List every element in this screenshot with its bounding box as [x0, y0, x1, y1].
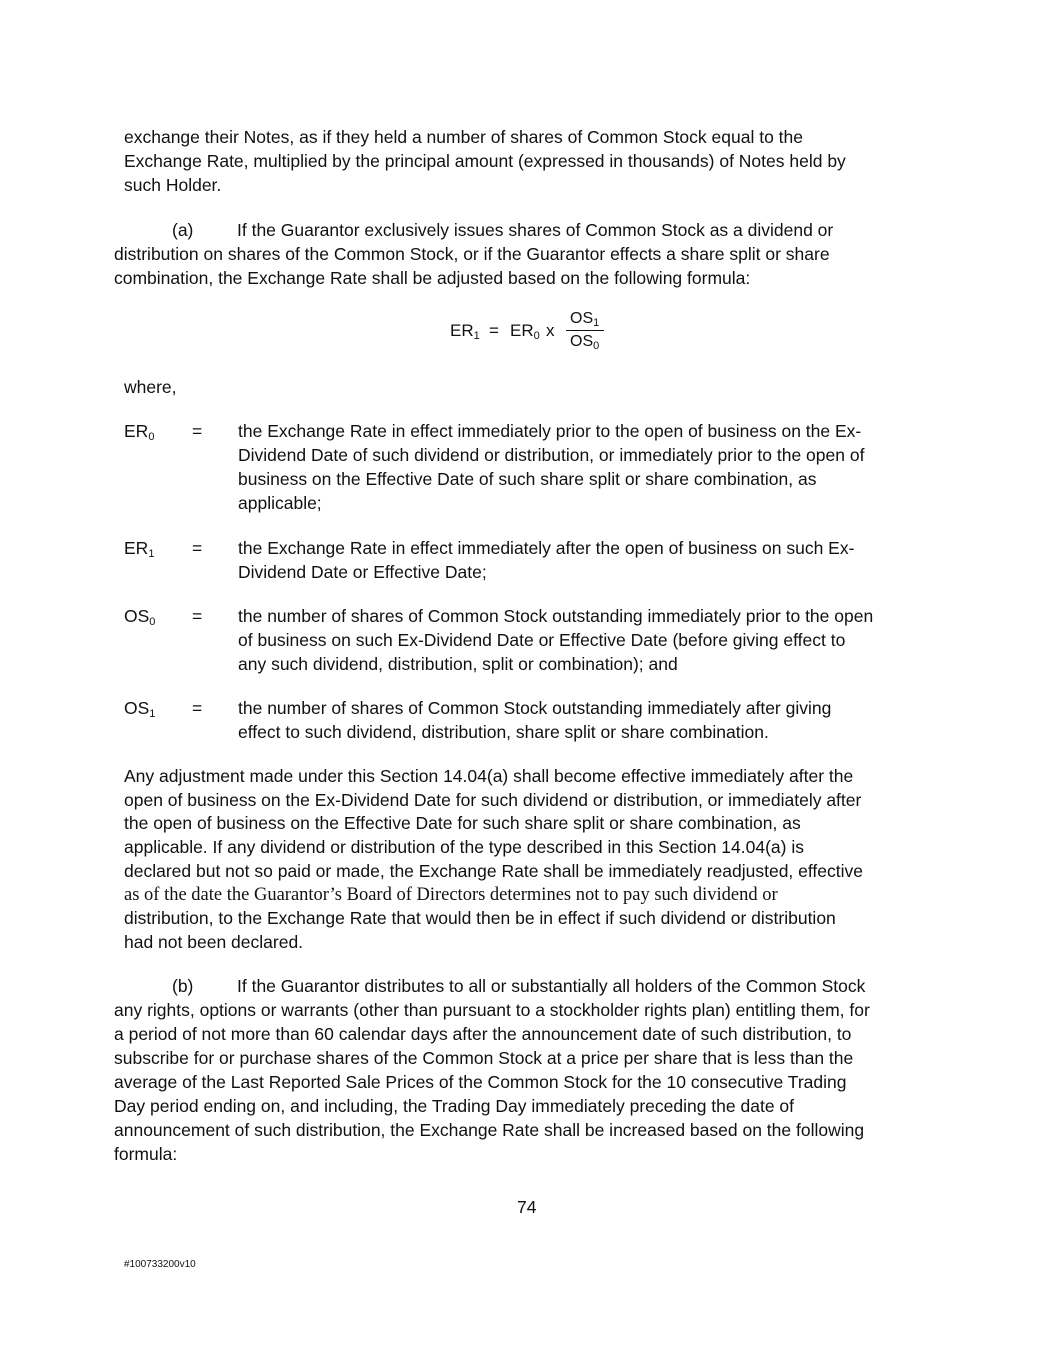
definition-line: the Exchange Rate in effect immediately prior to the open of business on the Ex-: [238, 421, 862, 441]
formula-denominator: $OS_0$: [570, 333, 600, 352]
definition-line: the number of shares of Common Stock outstanding immediately prior to the open: [238, 606, 874, 626]
adjustment-line: declared but not so paid or made, the Exchange Rate shall be immediately readjusted, effective: [124, 861, 864, 881]
definition-line: business on the Effective Date of such share split or share combination, as: [238, 469, 817, 489]
paragraph-b-line: a period of not more than 60 calendar days after the announcement date of such distribution, to: [114, 1024, 852, 1044]
intro-line: Exchange Rate, multiplied by the principal amount (expressed in thousands) of Notes held by: [124, 151, 846, 171]
adjustment-line: had not been declared.: [124, 932, 304, 952]
formula-rhs: $ER_0$: [510, 321, 540, 342]
definition-term: $ER_1$: [124, 538, 155, 560]
paragraph-b-line: subscribe for or purchase shares of the Common Stock at a price per share that is less than the: [114, 1048, 854, 1068]
adjustment-line: Any adjustment made under this Section 14.04(a) shall become effective immediately after the: [124, 766, 854, 786]
definition-line: any such dividend, distribution, split or combination); and: [238, 654, 678, 674]
paragraph-b-line: announcement of such distribution, the Exchange Rate shall be increased based on the following: [114, 1120, 865, 1140]
intro-line: such Holder.: [124, 175, 222, 195]
where-label: where,: [124, 377, 177, 397]
definition-term: $ER_0$: [124, 421, 155, 443]
formula-times: x: [546, 321, 555, 340]
definition-term: $OS_0$: [124, 606, 156, 628]
definition-equals: =: [192, 698, 203, 718]
paragraph-b-line: average of the Last Reported Sale Prices of the Common Stock for the 10 consecutive Trading: [114, 1072, 847, 1092]
paragraph-b-line: If the Guarantor distributes to all or substantially all holders of the Common Stock: [237, 976, 866, 996]
definition-line: effect to such dividend, distribution, share split or share combination.: [238, 722, 769, 742]
definition-line: of business on such Ex-Dividend Date or Effective Date (before giving effect to: [238, 630, 846, 650]
paragraph-a-line: distribution on shares of the Common Stock, or if the Guarantor effects a share split or share: [114, 244, 830, 264]
paragraph-b-line: formula:: [114, 1144, 178, 1164]
paragraph-b-label: (b): [172, 976, 194, 996]
definition-line: Dividend Date of such dividend or distribution, or immediately prior to the open of: [238, 445, 865, 465]
paragraph-a-label: (a): [172, 220, 194, 240]
intro-line: exchange their Notes, as if they held a number of shares of Common Stock equal to the: [124, 127, 803, 147]
paragraph-a-line: If the Guarantor exclusively issues shares of Common Stock as a dividend or: [237, 220, 834, 240]
paragraph-a-line: combination, the Exchange Rate shall be adjusted based on the following formula:: [114, 268, 751, 288]
fraction-bar: [566, 330, 604, 331]
definition-equals: =: [192, 606, 203, 626]
adjustment-line: as of the date the Guarantor’s Board of Directors determines not to pay such dividend or: [124, 885, 778, 905]
definition-line: the number of shares of Common Stock outstanding immediately after giving: [238, 698, 832, 718]
adjustment-line: applicable. If any dividend or distribution of the type described in this Section 14.04(a) is: [124, 837, 804, 857]
definition-line: the Exchange Rate in effect immediately after the open of business on such Ex-: [238, 538, 855, 558]
definition-line: Dividend Date or Effective Date;: [238, 562, 487, 582]
paragraph-b-line: Day period ending on, and including, the Trading Day immediately preceding the date of: [114, 1096, 795, 1116]
definition-equals: =: [192, 538, 203, 558]
definition-line: applicable;: [238, 493, 322, 513]
adjustment-line: distribution, to the Exchange Rate that would then be in effect if such dividend or distribution: [124, 908, 836, 928]
formula-equals: =: [489, 321, 499, 340]
definition-term: $OS_1$: [124, 698, 156, 720]
adjustment-line: open of business on the Ex-Dividend Date for such dividend or distribution, or immediately after: [124, 790, 862, 810]
paragraph-b-line: any rights, options or warrants (other than pursuant to a stockholder rights plan) entitling them, for: [114, 1000, 870, 1020]
definition-equals: =: [192, 421, 203, 441]
page-number: 74: [517, 1197, 537, 1217]
formula-numerator: $OS_1$: [570, 310, 600, 329]
adjustment-line: the open of business on the Effective Date for such share split or share combination, as: [124, 813, 801, 833]
formula-lhs: $ER_1$: [450, 321, 480, 342]
document-id: #100733200v10: [124, 1259, 196, 1270]
